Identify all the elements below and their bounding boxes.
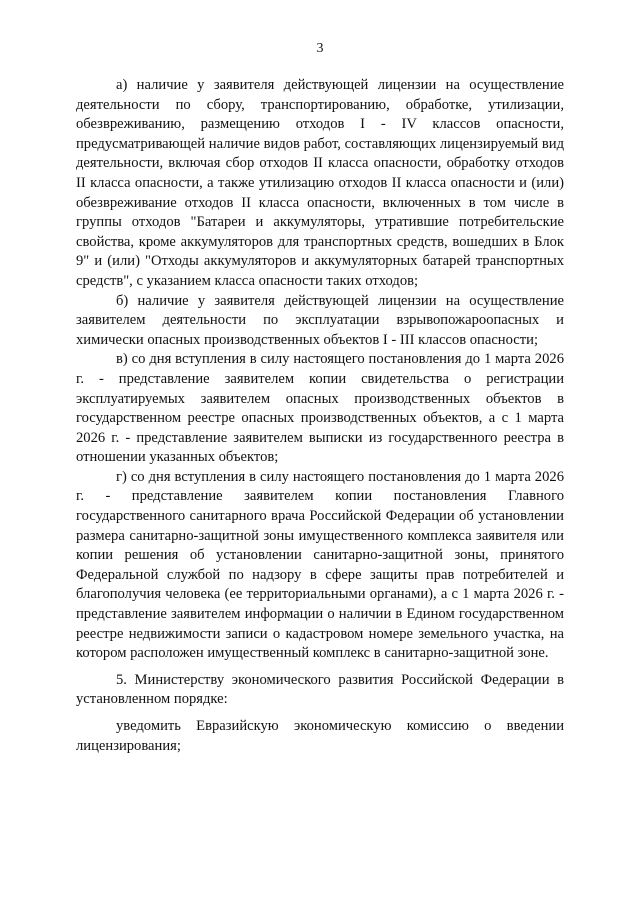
paragraph-notify-commission: уведомить Евразийскую экономическую комиссию о введении лицензирования;: [76, 718, 564, 754]
page-number: 3: [316, 41, 324, 56]
paragraph-item-b: б) наличие у заявителя действующей лицензии на осуществление заявителем деятельности по эксплуатации взрывопожароопасных и химически опасных производственных объектов I - III классов опасности;: [76, 292, 564, 348]
paragraph-item-v: в) со дня вступления в силу настоящего постановления до 1 марта 2026 г. - представление заявителем копии свидетельства о регистрации эксплуатируемых заявителем опасных производственных объектов в государственном реестре опасных производственных объектов, а с 1 марта 2026 г. - представление заявителем выписки из государственного реестра в отношении указанных объектов;: [76, 351, 564, 466]
paragraph-item-a: а) наличие у заявителя действующей лицензии на осуществление деятельности по сбору, транспортированию, обработке, утилизации, обезвреживанию, размещению отходов I - IV классов опасности, предусматривающей наличие видов работ, составляющих лицензируемый вид деятельности, включая сбор отходов II класса опасности, обработку отходов II класса опасности, а также утилизацию отходов II класса опасности и (или) обезвреживание отходов II класса опасности, включенных в том числе в группы отходов "Батареи и аккумуляторы, утратившие потребительские свойства, кроме аккумуляторов для транспортных средств, вошедших в Блок 9" и (или) "Отходы аккумуляторов и аккумуляторных батарей транспортных средств", с указанием класса опасности таких отходов;: [76, 77, 564, 289]
paragraph-item-g: г) со дня вступления в силу настоящего постановления до 1 марта 2026 г. - представление заявителем копии постановления Главного государственного санитарного врача Российской Федерации об установлении размера санитарно-защитной зоны имущественного комплекса заявителя или копии решения об установлении санитарно-защитной зоны, принятого Федеральной службой по надзору в сфере защиты прав потребителей и благополучия человека (ее территориальными органами), а с 1 марта 2026 г. - представление заявителем информации о наличии в Едином государственном реестре недвижимости записи о кадастровом номере земельного участка, на котором расположен имущественный комплекс в санитарно-защитной зоне.: [76, 468, 564, 662]
document-body: [76, 76, 564, 756]
paragraph-section-5: 5. Министерству экономического развития Российской Федерации в установленном порядке:: [76, 671, 564, 708]
